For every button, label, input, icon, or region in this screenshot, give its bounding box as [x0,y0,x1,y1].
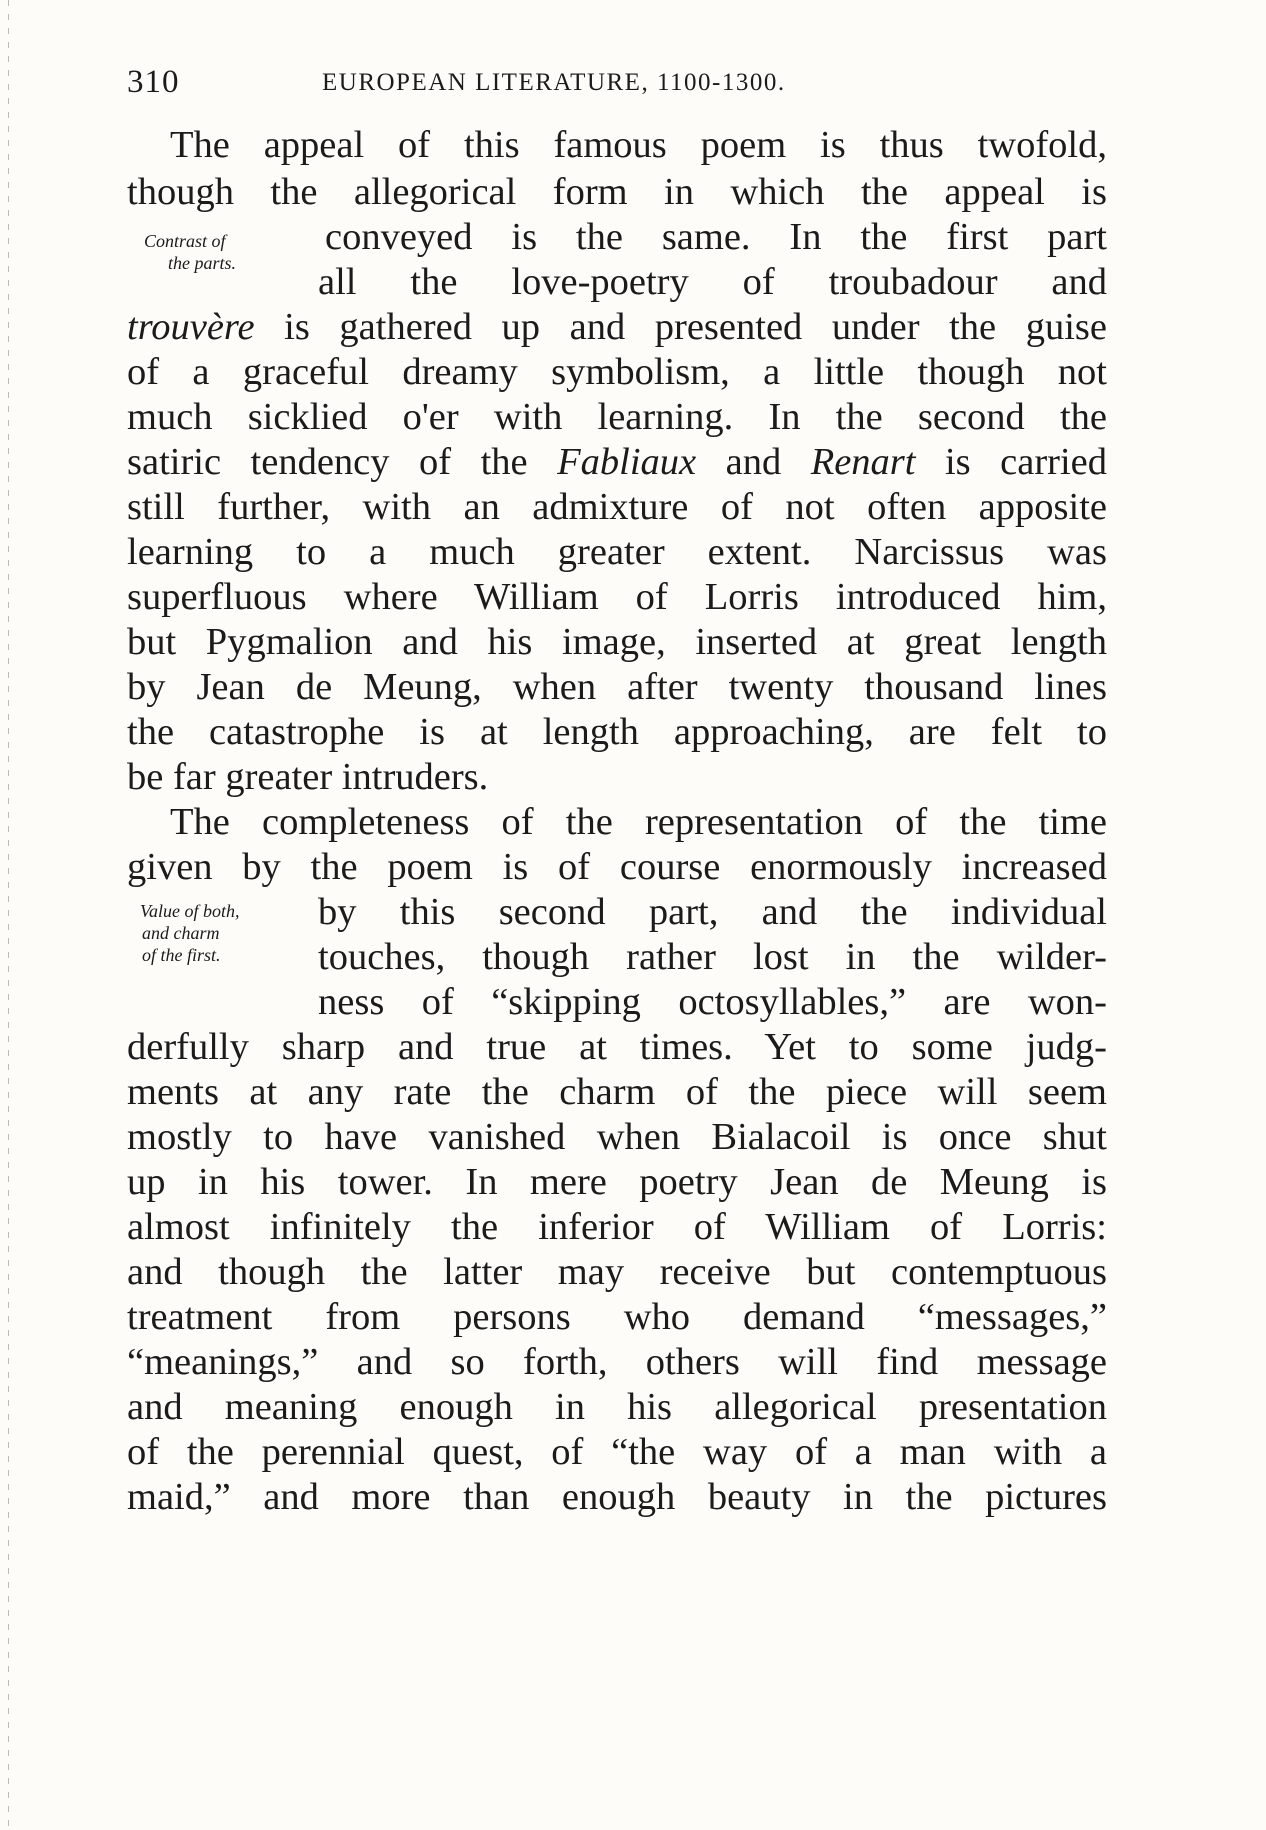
text-line: touches, though rather lost in the wilder- [318,936,1107,978]
text-line: almost infinitely the inferior of William of Lorris: [127,1206,1107,1248]
text-line: and meaning enough in his allegorical presentation [127,1386,1107,1428]
text-line: derfully sharp and true at times. Yet to some judg- [127,1026,1107,1068]
text-line: conveyed is the same. In the first part [325,216,1107,258]
running-head: EUROPEAN LITERATURE, 1100-1300. [322,69,786,96]
page-header [127,64,1107,104]
text-line: of the perennial quest, of “the way of a man with a [127,1431,1107,1473]
margin-note-contrast [144,230,236,274]
text-line: still further, with an admixture of not often apposite [127,486,1107,528]
margin-note-line: Contrast of [144,231,226,251]
text-line: though the allegorical form in which the appeal is [127,171,1107,213]
text-line: and though the latter may receive but contemptuous [127,1251,1107,1293]
text-line: much sicklied o'er with learning. In the second the [127,396,1107,438]
text-line: maid,” and more than enough beauty in the pictures [127,1476,1107,1518]
text-line: given by the poem is of course enormously increased [127,846,1107,888]
margin-note-line: the parts. [168,253,237,273]
text-line: mostly to have vanished when Bialacoil is once shut [127,1116,1107,1158]
text-line: of a graceful dreamy symbolism, a little though not [127,351,1107,393]
text-line: “meanings,” and so forth, others will find message [127,1341,1107,1383]
text-line: ness of “skipping octosyllables,” are won- [318,981,1107,1023]
margin-note-value [140,900,240,966]
text-line: trouvère is gathered up and presented under the guise [127,306,1107,348]
text-line: The appeal of this famous poem is thus twofold, [170,124,1107,166]
text-line: learning to a much greater extent. Narcissus was [127,531,1107,573]
text-line: the catastrophe is at length approaching, are felt to [127,711,1107,753]
text-line: but Pygmalion and his image, inserted at great length [127,621,1107,663]
text-line: by Jean de Meung, when after twenty thousand lines [127,666,1107,708]
margin-note-line: of the first. [142,945,221,965]
text-line: up in his tower. In mere poetry Jean de Meung is [127,1161,1107,1203]
text-line: satiric tendency of the Fabliaux and Renart is carried [127,441,1107,483]
text-line: by this second part, and the individual [318,891,1107,933]
page-number: 310 [127,64,180,100]
text-line: be far greater intruders. [127,756,489,798]
text-line: The completeness of the representation of the time [170,801,1107,843]
text-line: all the love-poetry of troubadour and [318,261,1107,303]
margin-note-line: Value of both, [140,901,240,921]
text-line: treatment from persons who demand “messages,” [127,1296,1107,1338]
margin-note-line: and charm [142,923,220,943]
text-line: superfluous where William of Lorris introduced him, [127,576,1107,618]
scan-edge-rule [8,0,9,1830]
text-line: ments at any rate the charm of the piece will seem [127,1071,1107,1113]
